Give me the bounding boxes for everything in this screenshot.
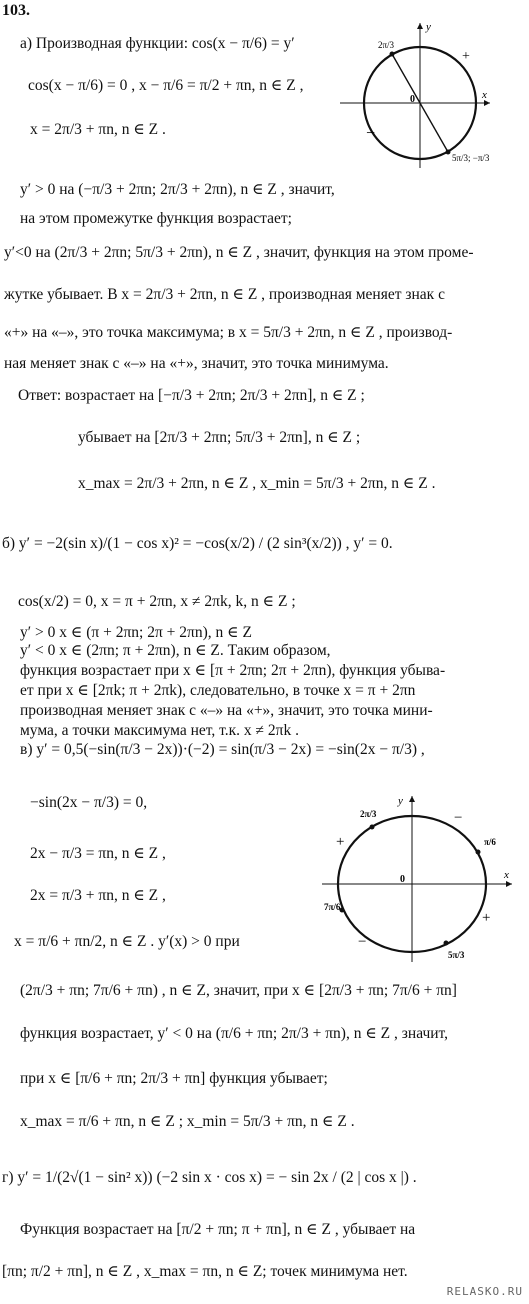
circle-a-plus: + — [462, 49, 470, 64]
part-g-line-3: [πn; π/2 + πn], n ∈ Z , x_max = πn, n ∈ Z; точек минимума нет. — [2, 1263, 408, 1280]
circle-v-label-4: 5π/3 — [448, 950, 465, 960]
part-b-line-6: ет при x ∈ [2πk; π + 2πk), следовательно, в точке x = π + 2πn — [20, 682, 416, 699]
part-a-line-4: y′ > 0 на (−π/3 + 2πn; 2π/3 + 2πn), n ∈ Z , значит, — [20, 181, 335, 198]
part-v-line-3: 2x − π/3 = πn, n ∈ Z , — [30, 845, 166, 862]
circle-v-origin: 0 — [400, 874, 405, 885]
circle-v-minus-2: − — [358, 934, 367, 950]
part-a-line-8: «+» на «–», это точка максимума; в x = 5π/3 + 2πn, n ∈ Z , производ- — [4, 324, 453, 341]
circle-v-label-2: π/6 — [484, 837, 496, 847]
part-v-line-1: в) y′ = 0,5(−sin(π/3 − 2x))·(−2) = sin(π/3 − 2x) = −sin(2x − π/3) , — [20, 741, 425, 758]
circle-v-plus-1: + — [336, 834, 345, 850]
part-b-line-7: производная меняет знак с «–» на «+», значит, это точка мини- — [20, 702, 433, 719]
part-a-line-3: x = 2π/3 + πn, n ∈ Z . — [30, 121, 166, 138]
part-v-line-5: x = π/6 + πn/2, n ∈ Z . y′(x) > 0 при — [14, 933, 240, 950]
part-b-line-3: y′ > 0 x ∈ (π + 2πn; 2π + 2πn), n ∈ Z — [20, 624, 252, 641]
unit-circle-v — [322, 790, 518, 965]
circle-a-bottom-label: 5π/3; −π/3 — [452, 153, 490, 163]
circle-a-y-label: y — [426, 21, 431, 33]
part-v-line-7: функция возрастает, y′ < 0 на (π/6 + πn; 2π/3 + πn), n ∈ Z , значит, — [20, 1025, 449, 1042]
part-a-answer-1: Ответ: возрастает на [−π/3 + 2πn; 2π/3 + 2πn], n ∈ Z ; — [18, 387, 365, 404]
part-v-line-2: −sin(2x − π/3) = 0, — [30, 794, 148, 811]
part-b-line-5: функция возрастает при x ∈ [π + 2πn; 2π + 2πn), функция убыва- — [20, 662, 446, 679]
part-g-line-2: Функция возрастает на [π/2 + πn; π + πn], n ∈ Z , убывает на — [20, 1221, 416, 1238]
circle-v-x-label: x — [504, 869, 509, 881]
part-b-line-2: cos(x/2) = 0, x = π + 2πn, x ≠ 2πk, k, n ∈ Z ; — [18, 593, 296, 610]
part-b-line-1: б) y′ = −2(sin x)/(1 − cos x)² = −cos(x/2) / (2 sin³(x/2)) , y′ = 0. — [2, 535, 393, 552]
circle-v-label-1: 2π/3 — [360, 809, 377, 819]
circle-a-origin: 0 — [410, 94, 415, 105]
part-g-line-1: г) y′ = 1/(2√(1 − sin² x)) (−2 sin x · cos x) = − sin 2x / (2 | cos x |) . — [2, 1169, 417, 1186]
part-v-line-6: (2π/3 + πn; 7π/6 + πn) , n ∈ Z, значит, при x ∈ [2π/3 + πn; 7π/6 + πn] — [20, 982, 457, 999]
part-a-line-6: y′<0 на (2π/3 + 2πn; 5π/3 + 2πn), n ∈ Z , значит, функция на этом проме- — [4, 244, 474, 261]
part-b-line-4: y′ < 0 x ∈ (2πn; π + 2πn), n ∈ Z. Таким образом, — [20, 642, 331, 659]
part-b-line-8: мума, а точки максимума нет, т.к. x ≠ 2πk . — [20, 722, 299, 739]
circle-v-plus-2: + — [482, 910, 491, 926]
circle-v-minus-1: − — [454, 810, 463, 826]
watermark: RELASKO.RU — [446, 1285, 523, 1298]
part-a-line-7: жутке убывает. В x = 2π/3 + 2πn, n ∈ Z , производная меняет знак с — [4, 286, 445, 303]
circle-a-x-label: x — [482, 89, 487, 101]
part-v-line-8: при x ∈ [π/6 + πn; 2π/3 + πn] функция убывает; — [20, 1070, 328, 1087]
part-a-line-1: а) Производная функции: cos(x − π/6) = y′ — [20, 35, 295, 52]
circle-a-top-label: 2π/3 — [378, 40, 395, 50]
part-v-line-4: 2x = π/3 + πn, n ∈ Z , — [30, 887, 166, 904]
part-a-line-9: ная меняет знак с «–» на «+», значит, это точка минимума. — [4, 355, 389, 372]
part-v-line-9: x_max = π/6 + πn, n ∈ Z ; x_min = 5π/3 + πn, n ∈ Z . — [20, 1113, 355, 1130]
part-a-line-2: cos(x − π/6) = 0 , x − π/6 = π/2 + πn, n ∈ Z , — [28, 77, 304, 94]
part-a-answer-3: x_max = 2π/3 + 2πn, n ∈ Z , x_min = 5π/3 + 2πn, n ∈ Z . — [78, 475, 436, 492]
part-a-line-5: на этом промежутке функция возрастает; — [20, 210, 292, 227]
circle-a-minus: − — [366, 125, 376, 142]
circle-v-y-label: y — [398, 795, 403, 807]
problem-number: 103. — [2, 2, 30, 19]
part-a-answer-2: убывает на [2π/3 + 2πn; 5π/3 + 2πn], n ∈ Z ; — [78, 429, 361, 446]
circle-v-label-3: 7π/6 — [324, 902, 341, 912]
unit-circle-a — [340, 18, 498, 168]
